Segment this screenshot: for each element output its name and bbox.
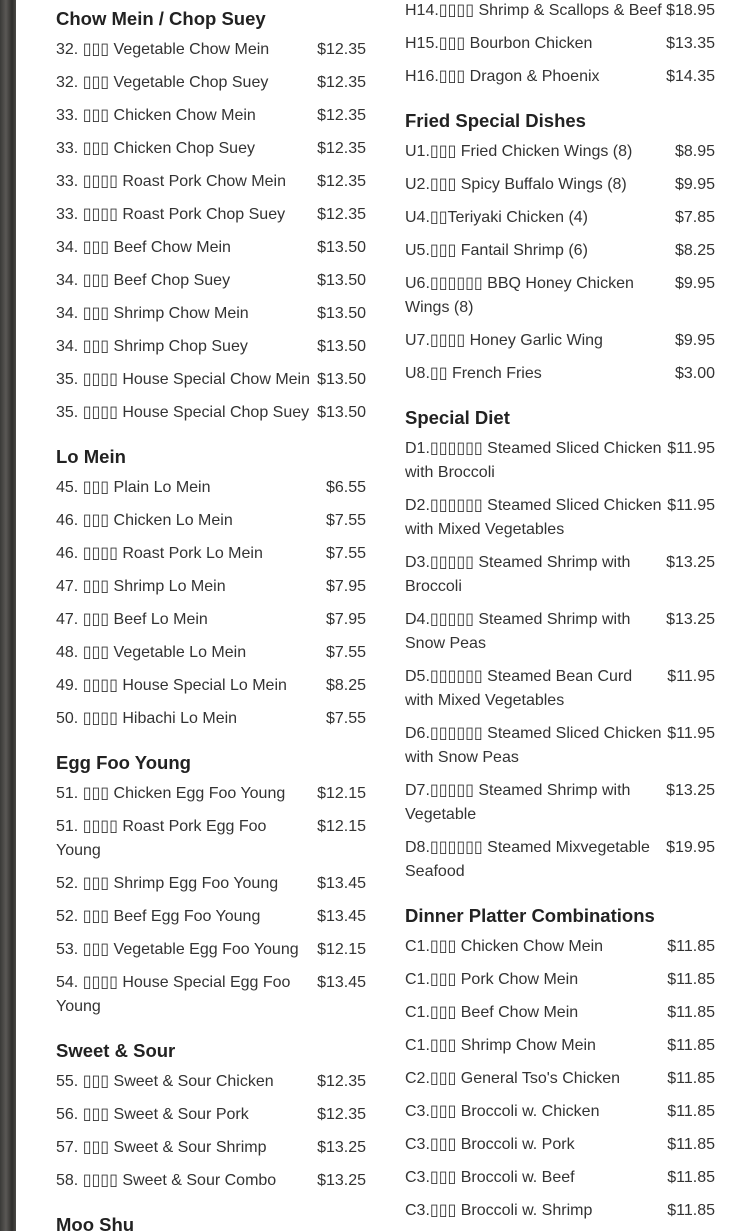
menu-item-name: H16.▯▯▯ Dragon & Phoenix [405, 68, 600, 85]
menu-item-price: $13.50 [317, 371, 366, 388]
menu-item-name: 32. ▯▯▯ Vegetable Chop Suey [56, 74, 269, 91]
menu-item[interactable] [56, 905, 366, 929]
menu-item-name: 34. ▯▯▯ Shrimp Chow Mein [56, 305, 249, 322]
menu-item-name: U2.▯▯▯ Spicy Buffalo Wings (8) [405, 176, 627, 193]
menu-item-name: U4.▯▯Teriyaki Chicken (4) [405, 209, 588, 226]
menu-item[interactable] [56, 872, 366, 896]
menu-item-price: $7.55 [325, 512, 366, 529]
menu-item-price: $13.50 [317, 239, 366, 256]
menu-item[interactable] [56, 269, 366, 293]
menu-item-name: 34. ▯▯▯ Shrimp Chop Suey [56, 338, 248, 355]
menu-item-name: 47. ▯▯▯ Beef Lo Mein [56, 611, 208, 628]
menu-item-price: $11.85 [667, 1136, 715, 1153]
menu-item-name: 52. ▯▯▯ Shrimp Egg Foo Young [56, 875, 279, 892]
menu-item-price: $12.35 [317, 206, 366, 223]
menu-item[interactable] [56, 236, 366, 260]
menu-item-name: 52. ▯▯▯ Beef Egg Foo Young [56, 908, 261, 925]
menu-category-lo-mein [56, 446, 366, 731]
menu-item-price: $13.45 [317, 974, 366, 991]
menu-item-name: C3.▯▯▯ Broccoli w. Beef [405, 1169, 575, 1186]
menu-item-name: D3.▯▯▯▯▯ Steamed Shrimp with Broccoli [405, 554, 631, 595]
menu-item-name: D5.▯▯▯▯▯▯ Steamed Bean Curd with Mixed Vegetables [405, 668, 633, 709]
category-title: Chow Mein / Chop Suey [56, 8, 266, 29]
menu-item-price: $9.95 [674, 332, 715, 349]
menu-item-price: $12.15 [317, 941, 366, 958]
menu-item-price: $7.95 [325, 611, 366, 628]
menu-page [16, 0, 750, 1231]
menu-item-name: 33. ▯▯▯ Chicken Chop Suey [56, 140, 255, 157]
menu-item-name: U5.▯▯▯ Fantail Shrimp (6) [405, 242, 588, 259]
menu-item[interactable] [56, 1070, 366, 1094]
menu-item-price: $18.95 [666, 2, 715, 19]
menu-item-price: $12.35 [317, 74, 366, 91]
menu-item[interactable] [56, 575, 366, 599]
menu-item-name: 48. ▯▯▯ Vegetable Lo Mein [56, 644, 247, 661]
menu-item-name: U1.▯▯▯ Fried Chicken Wings (8) [405, 143, 633, 160]
menu-item-name: D2.▯▯▯▯▯▯ Steamed Sliced Chicken with Mixed Vegetables [405, 497, 662, 538]
menu-item-price: $13.50 [317, 338, 366, 355]
menu-item[interactable] [405, 1034, 715, 1058]
menu-item[interactable] [405, 140, 715, 164]
menu-item-price: $12.35 [317, 107, 366, 124]
menu-item-name: H14.▯▯▯▯ Shrimp & Scallops & Beef [405, 2, 662, 19]
menu-item-price: $7.55 [325, 545, 366, 562]
menu-item[interactable] [56, 1136, 366, 1160]
menu-item-price: $7.85 [674, 209, 715, 226]
menu-item[interactable] [405, 1001, 715, 1025]
menu-item[interactable] [405, 608, 715, 656]
menu-item[interactable] [56, 335, 366, 359]
menu-item[interactable] [56, 401, 366, 425]
menu-item[interactable] [56, 203, 366, 227]
menu-item[interactable] [56, 1169, 366, 1193]
menu-item-price: $11.85 [667, 1103, 715, 1120]
menu-item[interactable] [56, 170, 366, 194]
menu-right-column [405, 0, 715, 1231]
menu-item[interactable] [405, 239, 715, 263]
menu-item-price: $12.35 [317, 173, 366, 190]
menu-category-sweet-sour [56, 1040, 366, 1193]
menu-item-name: C1.▯▯▯ Chicken Chow Mein [405, 938, 604, 955]
menu-item[interactable] [405, 329, 715, 353]
menu-item-price: $13.25 [666, 611, 715, 628]
menu-item-name: 34. ▯▯▯ Beef Chow Mein [56, 239, 231, 256]
menu-item-price: $9.95 [674, 275, 715, 292]
menu-item-name: 54. ▯▯▯▯ House Special Egg Foo Young [56, 974, 291, 1015]
menu-item[interactable] [405, 32, 715, 56]
menu-item[interactable] [56, 971, 366, 1019]
menu-item-price: $13.25 [317, 1139, 366, 1156]
menu-category-dinner-platter-combinations [405, 905, 715, 1223]
menu-item-price: $11.95 [667, 725, 715, 742]
menu-item[interactable] [405, 779, 715, 827]
menu-item-price: $13.25 [317, 1172, 366, 1189]
menu-item-price: $11.95 [667, 497, 715, 514]
menu-item[interactable] [405, 1133, 715, 1157]
menu-category-special-diet [405, 407, 715, 884]
menu-item[interactable] [405, 206, 715, 230]
menu-item-name: 47. ▯▯▯ Shrimp Lo Mein [56, 578, 226, 595]
menu-item-name: 55. ▯▯▯ Sweet & Sour Chicken [56, 1073, 274, 1090]
menu-left-column [56, 8, 366, 1231]
menu-item-price: $11.85 [667, 1202, 715, 1219]
category-title: Egg Foo Young [56, 752, 191, 773]
menu-item[interactable] [405, 1067, 715, 1091]
menu-item-price: $6.55 [325, 479, 366, 496]
menu-item[interactable] [405, 0, 715, 23]
menu-item-name: 58. ▯▯▯▯ Sweet & Sour Combo [56, 1172, 277, 1189]
menu-item-price: $13.45 [317, 875, 366, 892]
category-title: Sweet & Sour [56, 1040, 176, 1061]
menu-item-price: $11.95 [667, 440, 715, 457]
menu-item[interactable] [56, 302, 366, 326]
menu-item[interactable] [56, 38, 366, 62]
category-title: Lo Mein [56, 446, 126, 467]
menu-item[interactable] [405, 272, 715, 320]
menu-item-price: $13.50 [317, 272, 366, 289]
menu-item-name: 50. ▯▯▯▯ Hibachi Lo Mein [56, 710, 238, 727]
menu-item[interactable] [56, 815, 366, 863]
menu-item-price: $13.35 [666, 35, 715, 52]
menu-item[interactable] [56, 938, 366, 962]
menu-item-price: $12.15 [317, 785, 366, 802]
menu-item-price: $11.85 [667, 1004, 715, 1021]
menu-item-price: $8.25 [674, 242, 715, 259]
menu-item[interactable] [56, 1103, 366, 1127]
menu-item-name: C2.▯▯▯ General Tso's Chicken [405, 1070, 621, 1087]
menu-item-price: $19.95 [666, 839, 715, 856]
menu-item-name: 33. ▯▯▯▯ Roast Pork Chow Mein [56, 173, 286, 190]
menu-item-price: $11.85 [667, 1037, 715, 1054]
menu-item-price: $14.35 [666, 68, 715, 85]
menu-item[interactable] [56, 782, 366, 806]
menu-item-name: 34. ▯▯▯ Beef Chop Suey [56, 272, 231, 289]
menu-item-name: 57. ▯▯▯ Sweet & Sour Shrimp [56, 1139, 267, 1156]
menu-item-price: $9.95 [674, 176, 715, 193]
menu-item-name: 46. ▯▯▯▯ Roast Pork Lo Mein [56, 545, 263, 562]
menu-item[interactable] [56, 509, 366, 533]
menu-category-untitled [405, 0, 715, 89]
menu-item-price: $11.85 [667, 1070, 715, 1087]
menu-category-moo-shu [56, 1214, 366, 1231]
menu-item-price: $13.25 [666, 554, 715, 571]
menu-item-price: $13.50 [317, 404, 366, 421]
menu-item[interactable] [56, 641, 366, 665]
menu-item-name: H15.▯▯▯ Bourbon Chicken [405, 35, 593, 52]
menu-item-name: 46. ▯▯▯ Chicken Lo Mein [56, 512, 233, 529]
menu-item-name: 51. ▯▯▯ Chicken Egg Foo Young [56, 785, 286, 802]
menu-item-price: $11.85 [667, 1169, 715, 1186]
menu-item-name: 32. ▯▯▯ Vegetable Chow Mein [56, 41, 270, 58]
menu-item-price: $7.55 [325, 644, 366, 661]
menu-item-price: $12.35 [317, 41, 366, 58]
category-title: Moo Shu [56, 1214, 135, 1231]
menu-item-price: $12.35 [317, 1073, 366, 1090]
menu-item-price: $12.15 [317, 818, 366, 835]
menu-item[interactable] [405, 968, 715, 992]
menu-item-price: $11.95 [667, 668, 715, 685]
menu-item-name: 51. ▯▯▯▯ Roast Pork Egg Foo Young [56, 818, 267, 859]
menu-item-name: 56. ▯▯▯ Sweet & Sour Pork [56, 1106, 249, 1123]
menu-item[interactable] [405, 551, 715, 599]
menu-item[interactable] [56, 104, 366, 128]
menu-item[interactable] [405, 362, 715, 386]
menu-item-price: $12.35 [317, 140, 366, 157]
menu-category-fried-special-dishes [405, 110, 715, 386]
menu-item-name: D8.▯▯▯▯▯▯ Steamed Mixvegetable Seafood [405, 839, 650, 880]
menu-item-price: $13.45 [317, 908, 366, 925]
menu-item-price: $13.50 [317, 305, 366, 322]
menu-item[interactable] [56, 368, 366, 392]
menu-item[interactable] [405, 65, 715, 89]
menu-item[interactable] [405, 722, 715, 770]
menu-item-name: 45. ▯▯▯ Plain Lo Mein [56, 479, 211, 496]
menu-item[interactable] [405, 173, 715, 197]
menu-category-egg-foo-young [56, 752, 366, 1019]
menu-item[interactable] [56, 608, 366, 632]
menu-item[interactable] [56, 542, 366, 566]
menu-item-price: $8.95 [674, 143, 715, 160]
menu-item-name: C1.▯▯▯ Pork Chow Mein [405, 971, 579, 988]
menu-item[interactable] [405, 1199, 715, 1223]
menu-item-name: C1.▯▯▯ Beef Chow Mein [405, 1004, 579, 1021]
menu-item[interactable] [56, 476, 366, 500]
menu-item-name: 35. ▯▯▯▯ House Special Chop Suey [56, 404, 310, 421]
menu-item[interactable] [56, 137, 366, 161]
menu-item-price: $7.55 [325, 710, 366, 727]
menu-item-price: $11.85 [667, 971, 715, 988]
menu-item-name: 53. ▯▯▯ Vegetable Egg Foo Young [56, 941, 299, 958]
menu-item[interactable] [405, 665, 715, 713]
menu-item-name: U7.▯▯▯▯ Honey Garlic Wing [405, 332, 603, 349]
menu-item[interactable] [56, 707, 366, 731]
menu-item-name: U8.▯▯ French Fries [405, 365, 542, 382]
category-title: Fried Special Dishes [405, 110, 586, 131]
menu-item-name: U6.▯▯▯▯▯▯ BBQ Honey Chicken Wings (8) [405, 275, 634, 316]
menu-category-chow-mein-chop-suey [56, 8, 366, 425]
menu-item-price: $7.95 [325, 578, 366, 595]
menu-item[interactable] [405, 494, 715, 542]
menu-item[interactable] [405, 935, 715, 959]
menu-item-name: 33. ▯▯▯ Chicken Chow Mein [56, 107, 256, 124]
menu-item-name: C1.▯▯▯ Shrimp Chow Mein [405, 1037, 596, 1054]
menu-item-price: $13.25 [666, 782, 715, 799]
menu-item-price: $11.85 [667, 938, 715, 955]
menu-item-name: C3.▯▯▯ Broccoli w. Shrimp [405, 1202, 593, 1219]
menu-item-name: C3.▯▯▯ Broccoli w. Pork [405, 1136, 575, 1153]
menu-item-price: $8.25 [325, 677, 366, 694]
menu-item-name: 33. ▯▯▯▯ Roast Pork Chop Suey [56, 206, 286, 223]
menu-item[interactable] [405, 1100, 715, 1124]
menu-item-name: D7.▯▯▯▯▯ Steamed Shrimp with Vegetable [405, 782, 631, 823]
menu-item-price: $3.00 [674, 365, 715, 382]
menu-item-name: C3.▯▯▯ Broccoli w. Chicken [405, 1103, 600, 1120]
menu-item[interactable] [405, 437, 715, 485]
menu-item-name: 35. ▯▯▯▯ House Special Chow Mein [56, 371, 310, 388]
menu-item-price: $12.35 [317, 1106, 366, 1123]
category-title: Dinner Platter Combinations [405, 905, 655, 926]
menu-item-name: D6.▯▯▯▯▯▯ Steamed Sliced Chicken with Snow Peas [405, 725, 662, 766]
menu-item-name: D1.▯▯▯▯▯▯ Steamed Sliced Chicken with Broccoli [405, 440, 662, 481]
menu-item[interactable] [405, 1166, 715, 1190]
menu-item-name: 49. ▯▯▯▯ House Special Lo Mein [56, 677, 287, 694]
category-title: Special Diet [405, 407, 510, 428]
menu-item[interactable] [56, 674, 366, 698]
menu-item-name: D4.▯▯▯▯▯ Steamed Shrimp with Snow Peas [405, 611, 631, 652]
menu-item[interactable] [56, 71, 366, 95]
menu-item[interactable] [405, 836, 715, 884]
